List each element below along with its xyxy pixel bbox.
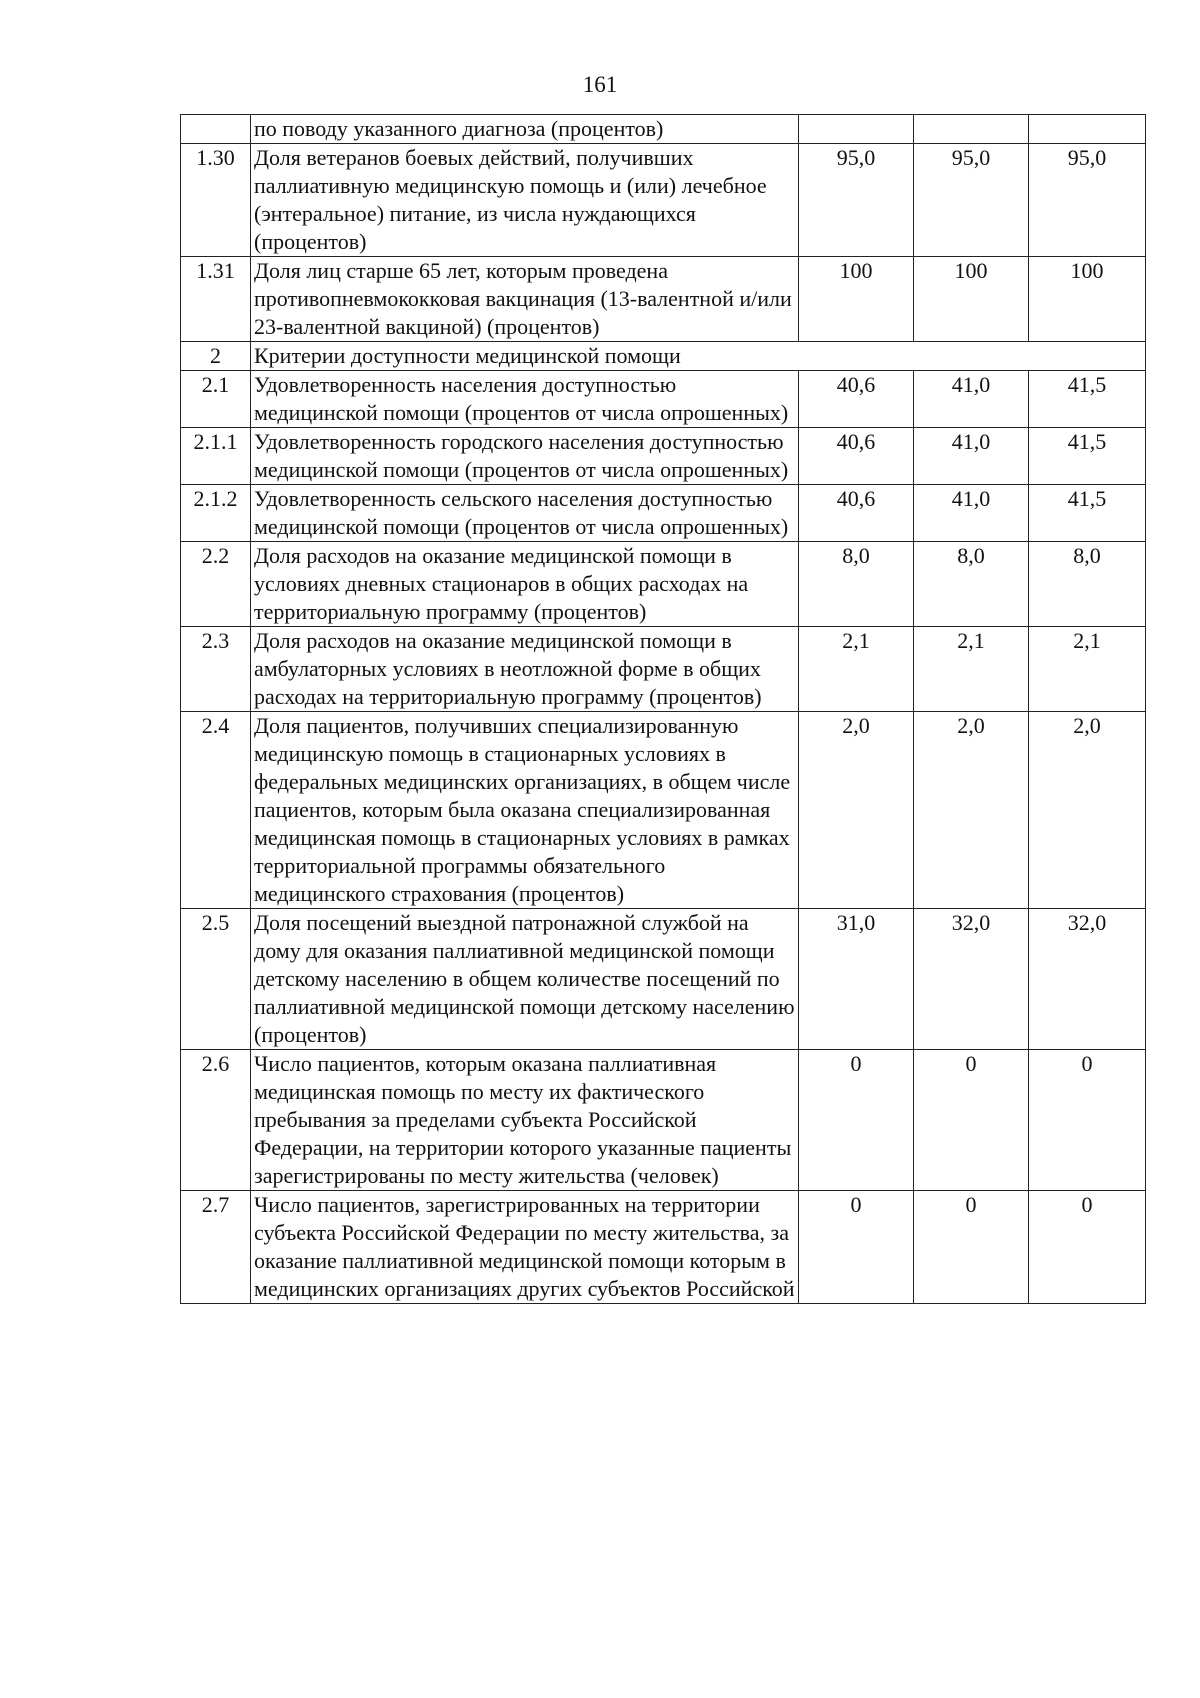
row-description: Число пациентов, которым оказана паллиативная медицинская помощь по месту их фактического пребывания за пределами субъекта Российской Федерации, на территории которого указанные пациенты зарегистрированы по месту жительства (человек) (251, 1050, 799, 1191)
row-description: Доля расходов на оказание медицинской помощи в амбулаторных условиях в неотложной форме в общих расходах на территориальную программу (процентов) (251, 627, 799, 712)
table-row (181, 909, 1146, 1050)
row-description: Удовлетворенность сельского населения доступностью медицинской помощи (процентов от числа опрошенных) (251, 485, 799, 542)
row-value-1: 40,6 (799, 371, 914, 428)
row-description: Доля лиц старше 65 лет, которым проведена противопневмококковая вакцинация (13-валентной и/или 23-валентной вакциной) (процентов) (251, 257, 799, 342)
row-value-3: 2,0 (1029, 712, 1146, 909)
section-number: 2 (181, 342, 251, 371)
row-number: 2.2 (181, 542, 251, 627)
row-number: 2.1.2 (181, 485, 251, 542)
page-number: 161 (582, 72, 618, 97)
table-row (181, 542, 1146, 627)
row-number: 2.7 (181, 1191, 251, 1304)
table-row (181, 712, 1146, 909)
section-title: Критерии доступности медицинской помощи (251, 342, 1146, 371)
table-row (181, 257, 1146, 342)
row-value-2: 100 (914, 257, 1029, 342)
row-value-1: 40,6 (799, 428, 914, 485)
row-value-1: 2,0 (799, 712, 914, 909)
row-description: по поводу указанного диагноза (процентов) (251, 115, 799, 144)
row-value-3: 41,5 (1029, 371, 1146, 428)
table-row (181, 144, 1146, 257)
row-value-1: 31,0 (799, 909, 914, 1050)
row-number: 2.4 (181, 712, 251, 909)
row-value-2: 41,0 (914, 485, 1029, 542)
row-value-3: 0 (1029, 1191, 1146, 1304)
row-value-2: 2,1 (914, 627, 1029, 712)
row-value-1: 40,6 (799, 485, 914, 542)
row-value-1: 8,0 (799, 542, 914, 627)
row-description: Доля пациентов, получивших специализированную медицинскую помощь в стационарных условиях в федеральных медицинских организациях, в общем числе пациентов, которым была оказана специализированная медицинская помощь в стационарных условиях в рамках территориальной программы обязательного медицинского страхования (процентов) (251, 712, 799, 909)
row-number: 2.1 (181, 371, 251, 428)
row-description: Удовлетворенность городского населения доступностью медицинской помощи (процентов от числа опрошенных) (251, 428, 799, 485)
row-number: 2.5 (181, 909, 251, 1050)
row-value-1 (799, 115, 914, 144)
row-value-2: 0 (914, 1191, 1029, 1304)
row-description: Число пациентов, зарегистрированных на территории субъекта Российской Федерации по месту жительства, за оказание паллиативной медицинской помощи которым в медицинских организациях других субъектов Российской (251, 1191, 799, 1304)
table-row (181, 1191, 1146, 1304)
row-value-3 (1029, 115, 1146, 144)
row-value-2: 32,0 (914, 909, 1029, 1050)
row-value-2: 41,0 (914, 428, 1029, 485)
table-row (181, 115, 1146, 144)
row-value-2: 8,0 (914, 542, 1029, 627)
row-value-3: 95,0 (1029, 144, 1146, 257)
row-value-2 (914, 115, 1029, 144)
row-value-1: 0 (799, 1050, 914, 1191)
row-number: 1.30 (181, 144, 251, 257)
table-row (181, 1050, 1146, 1191)
row-value-3: 41,5 (1029, 485, 1146, 542)
row-value-3: 32,0 (1029, 909, 1146, 1050)
row-value-2: 0 (914, 1050, 1029, 1191)
row-value-3: 41,5 (1029, 428, 1146, 485)
row-number: 2.1.1 (181, 428, 251, 485)
row-value-1: 100 (799, 257, 914, 342)
row-description: Доля ветеранов боевых действий, получивших паллиативную медицинскую помощь и (или) лечебное (энтеральное) питание, из числа нуждающихся (процентов) (251, 144, 799, 257)
row-number: 1.31 (181, 257, 251, 342)
table-row (181, 485, 1146, 542)
row-value-3: 100 (1029, 257, 1146, 342)
row-number: 2.3 (181, 627, 251, 712)
row-number (181, 115, 251, 144)
row-value-3: 8,0 (1029, 542, 1146, 627)
table-row (181, 627, 1146, 712)
table-row (181, 371, 1146, 428)
row-number: 2.6 (181, 1050, 251, 1191)
row-description: Удовлетворенность населения доступностью медицинской помощи (процентов от числа опрошенных) (251, 371, 799, 428)
table-row (181, 428, 1146, 485)
row-value-3: 2,1 (1029, 627, 1146, 712)
row-value-3: 0 (1029, 1050, 1146, 1191)
row-value-2: 2,0 (914, 712, 1029, 909)
row-value-2: 41,0 (914, 371, 1029, 428)
row-value-1: 2,1 (799, 627, 914, 712)
row-value-1: 95,0 (799, 144, 914, 257)
row-value-2: 95,0 (914, 144, 1029, 257)
row-description: Доля посещений выездной патронажной службой на дому для оказания паллиативной медицинской помощи детскому населению в общем количестве посещений по паллиативной медицинской помощи детскому населению (процентов) (251, 909, 799, 1050)
row-description: Доля расходов на оказание медицинской помощи в условиях дневных стационаров в общих расходах на территориальную программу (процентов) (251, 542, 799, 627)
section-row (181, 342, 1146, 371)
indicators-table (180, 114, 1146, 1304)
row-value-1: 0 (799, 1191, 914, 1304)
